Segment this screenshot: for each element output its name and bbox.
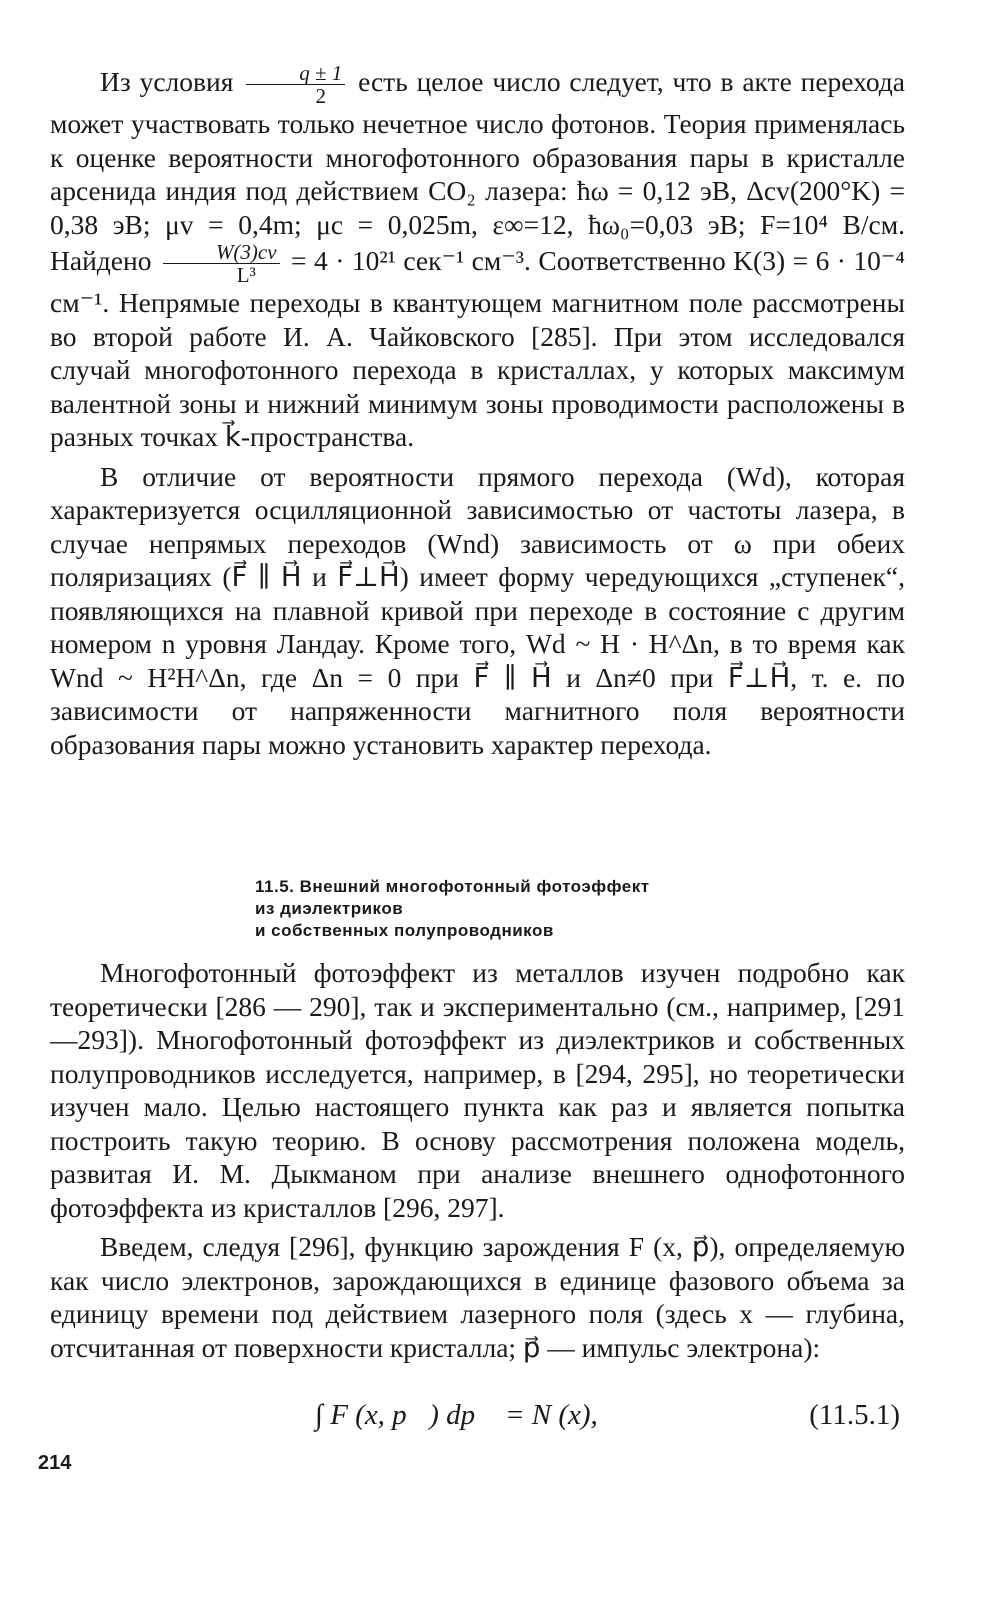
section-heading-line-3: и собственных полупроводников <box>255 921 554 940</box>
fraction-q-numerator: q ± 1 <box>246 62 345 85</box>
section-heading-line-1: 11.5. Внешний многофотонный фотоэффект <box>255 877 650 896</box>
fraction-q-denominator: 2 <box>315 84 326 108</box>
paragraph-1-text: есть целое число следует, что в акте перехода может участвовать только нечетное число фотонов. Теория применялась к оценке вероятности многофотонного образования пары в кристалле арсенида индия под действием CO₂ лазера: ħω = 0,12 эВ, Δcv(200°K) = 0,38 эВ; μv = 0,4m; μc = 0,025m, ε∞=12, ħω₀=0,03 эВ; F=10⁴ В/см. Найдено <box>50 65 905 276</box>
paragraph-1 <box>50 62 905 454</box>
paragraph-1-lead: Из условия <box>100 65 234 97</box>
paragraph-1-text-2: = 4 · 10²¹ сек⁻¹ см⁻³. Соответственно K(3) = 6 · 10⁻⁴ см⁻¹. Непрямые переходы в квантующем магнитном поле рассмотрены во второй работе И. А. Чайковского [285]. При этом исследовался случай многофотонного перехода в кристаллах, у которых максимум валентной зоны и нижний минимум зоны проводимости расположены в разных точках k⃗-пространства. <box>50 244 906 452</box>
paragraph-3: Многофотонный фотоэффект из металлов изучен подробно как теоретически [286 — 290], так и экспериментально (см., например, [291—293]). Многофотонный фотоэффект из диэлектриков и собственных полупроводников исследуется, например, в [294, 295], но теоретически изучен мало. Целью настоящего пункта как раз и является попытка построить такую теорию. В основу рассмотрения положена модель, развитая И. М. Дыкманом при анализе внешнего однофотонного фотоэффекта из кристаллов [296, 297]. <box>50 957 905 1223</box>
fraction-w-numerator: W(3)cv <box>163 241 280 264</box>
page-number: 214 <box>38 1452 72 1474</box>
fraction-w <box>163 241 280 286</box>
body-text-top <box>50 62 905 767</box>
fraction-q <box>246 62 345 107</box>
section-heading <box>255 876 775 942</box>
equation-number: (11.5.1) <box>809 1399 900 1431</box>
paragraph-2: В отличие от вероятности прямого перехода (Wd), которая характеризуется осцилляционной зависимостью от частоты лазера, в случае непрямых переходов (Wnd) зависимость от ω при обеих поляризациях (F⃗ ∥ H⃗ и F⃗⊥H⃗) имеет форму чередующихся „ступенек“, появляющихся на плавной кривой при переходе в состояние с другим номером n уровня Ландау. Кроме того, Wd ~ H · H^Δn, в то время как Wnd ~ H²H^Δn, где Δn = 0 при F⃗ ∥ H⃗ и Δn≠0 при F⃗⊥H⃗, т. е. по зависимости от напряженности магнитного поля вероятности образования пары можно установить характер перехода. <box>50 460 905 760</box>
paragraph-4: Введем, следуя [296], функцию зарождения F (x, p⃗), определяемую как число электронов, зарождающихся в единице фазового объема за единицу времени под действием лазерного поля (здесь x — глубина, отсчитанная от поверхности кристалла; p⃗ — импульс электрона): <box>50 1231 905 1363</box>
fraction-w-denominator: L³ <box>236 263 256 287</box>
body-text-bottom <box>50 956 905 1370</box>
section-heading-line-2: из диэлектриков <box>255 899 404 918</box>
equation-body: ∫ F (x, p⃗) dp⃗ = N (x), <box>315 1399 598 1431</box>
